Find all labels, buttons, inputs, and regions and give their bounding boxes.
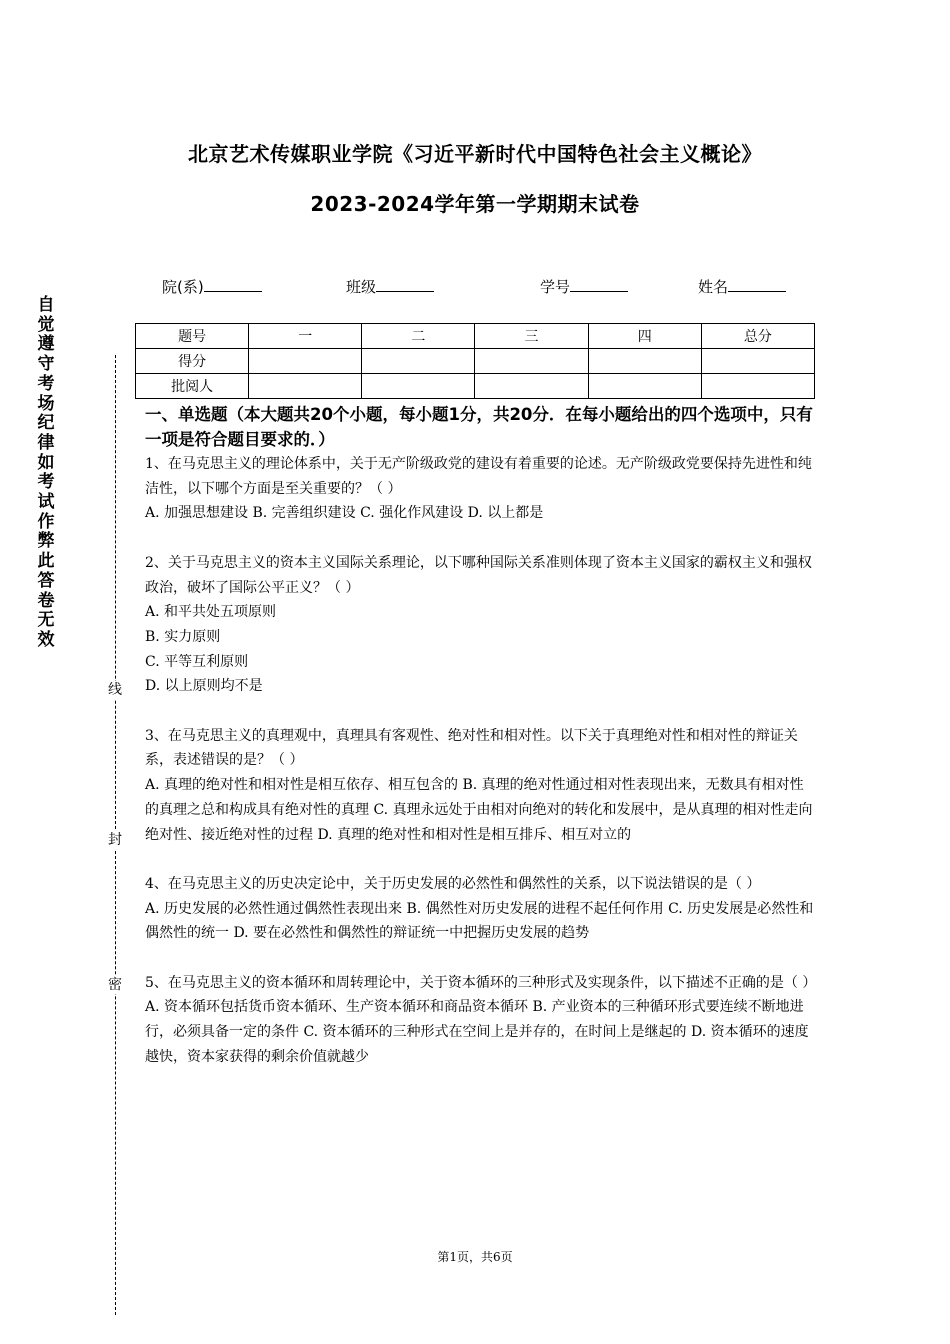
- score-row: [136, 349, 815, 374]
- exam-title-line1: 北京艺术传媒职业学院《习近平新时代中国特色社会主义概论》: [188, 142, 762, 166]
- reviewer-cell[interactable]: [701, 374, 814, 399]
- score-row-label: 得分: [136, 349, 249, 374]
- seal-mark-secret: 密: [108, 977, 122, 993]
- info-department-blank[interactable]: [204, 277, 262, 292]
- info-student-id-label: 学号: [540, 278, 571, 296]
- score-cell[interactable]: [588, 349, 701, 374]
- question-stem: 2、关于马克思主义的资本主义国际关系理论，以下哪种国际关系准则体现了资本主义国家的霸权主义和强权政治，破坏了国际公平正义？（ ）: [145, 554, 812, 596]
- exam-title-line2: 2023-2024学年第一学期期末试卷: [310, 192, 640, 216]
- score-cell[interactable]: [362, 349, 475, 374]
- question-option: C. 平等互利原则: [145, 653, 249, 670]
- info-class-blank[interactable]: [376, 277, 434, 292]
- score-table: [135, 323, 815, 399]
- reviewer-cell[interactable]: [588, 374, 701, 399]
- seal-mark-seal: 封: [108, 832, 122, 848]
- score-header-cell: 二: [362, 324, 475, 349]
- info-name: [698, 276, 786, 297]
- question-option: B. 实力原则: [145, 628, 221, 645]
- score-header-cell: 总分: [701, 324, 814, 349]
- page-footer: 第1页，共6页: [437, 1250, 513, 1264]
- score-header-cell: 三: [475, 324, 588, 349]
- info-name-blank[interactable]: [728, 277, 786, 292]
- info-class: [346, 276, 434, 297]
- question-4: [145, 872, 815, 946]
- reviewer-cell[interactable]: [362, 374, 475, 399]
- exam-content: [145, 402, 815, 1094]
- score-header-cell: 题号: [136, 324, 249, 349]
- question-options: A. 加强思想建设 B. 完善组织建设 C. 强化作风建设 D. 以上都是: [145, 505, 544, 522]
- question-stem: 3、在马克思主义的真理观中，真理具有客观性、绝对性和相对性。以下关于真理绝对性和相对性的辩证关系，表述错误的是？（ ）: [145, 727, 798, 769]
- question-1: [145, 452, 815, 526]
- info-student-id: [540, 276, 628, 297]
- info-department-label: 院(系): [162, 278, 204, 296]
- score-cell[interactable]: [475, 349, 588, 374]
- score-cell[interactable]: [249, 349, 362, 374]
- question-3: [145, 724, 815, 848]
- seal-mark-line: 线: [108, 682, 122, 698]
- question-5: [145, 971, 815, 1070]
- exam-discipline-notice: 自觉遵守考场纪律如考试作弊此答卷无效: [37, 295, 55, 650]
- question-stem: 4、在马克思主义的历史决定论中，关于历史发展的必然性和偶然性的关系，以下说法错误的是（ ）: [145, 875, 761, 892]
- question-option: A. 和平共处五项原则: [145, 604, 277, 621]
- question-stem: 1、在马克思主义的理论体系中，关于无产阶级政党的建设有着重要的论述。无产阶级政党要保持先进性和纯洁性，以下哪个方面是至关重要的？（ ）: [145, 456, 812, 497]
- question-options: A. 历史发展的必然性通过偶然性表现出来 B. 偶然性对历史发展的进程不起任何作用 C. 历史发展是必然性和偶然性的统一 D. 要在必然性和偶然性的辩证统一中把握历史发展的趋势: [145, 900, 814, 942]
- info-student-id-blank[interactable]: [570, 277, 628, 292]
- score-header-cell: 一: [249, 324, 362, 349]
- reviewer-cell[interactable]: [249, 374, 362, 399]
- question-option: D. 以上原则均不是: [145, 678, 263, 695]
- info-name-label: 姓名: [698, 278, 729, 296]
- reviewer-row-label: 批阅人: [136, 374, 249, 399]
- info-department: [162, 276, 262, 297]
- question-options: A. 资本循环包括货币资本循环、生产资本循环和商品资本循环 B. 产业资本的三种循环形式要连续不断地进行，必须具备一定的条件 C. 资本循环的三种形式在空间上是并存的，在时间上是继起的 D. 资本循环的速度越快，资本家获得的剩余价值就越少: [145, 999, 809, 1065]
- reviewer-cell[interactable]: [475, 374, 588, 399]
- score-header-cell: 四: [588, 324, 701, 349]
- reviewer-row: [136, 374, 815, 399]
- question-stem: 5、在马克思主义的资本循环和周转理论中，关于资本循环的三种形式及实现条件，以下描述不正确的是（ ）: [145, 974, 817, 991]
- question-options: A. 真理的绝对性和相对性是相互依存、相互包含的 B. 真理的绝对性通过相对性表现出来，无数具有相对性的真理之总和构成具有绝对性的真理 C. 真理永远处于由相对向绝对的转化和发展中，是从真理的相对性走向绝对性、接近绝对性的过程 D. 真理的绝对性和相对性是相互排斥、相互对立的: [145, 777, 813, 843]
- section-heading: 一、单选题（本大题共20个小题，每小题1分，共20分．在每小题给出的四个选项中，只有一项是符合题目要求的．）: [145, 405, 813, 449]
- question-2: [145, 551, 815, 699]
- info-class-label: 班级: [346, 278, 377, 296]
- score-table-header-row: [136, 324, 815, 349]
- score-cell[interactable]: [701, 349, 814, 374]
